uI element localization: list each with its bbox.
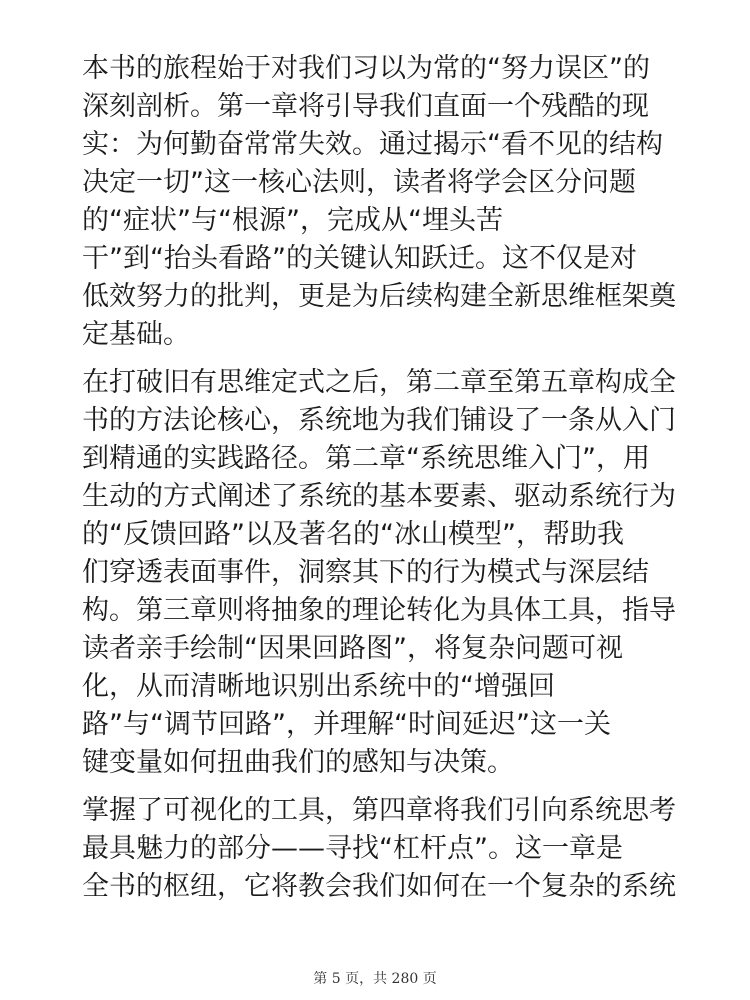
body-text bbox=[82, 50, 676, 906]
text-line: 键变量如何扭曲我们的感知与决策。 bbox=[82, 747, 514, 778]
text-line: 的“症状”与“根源”，完成从“埋头苦 bbox=[82, 205, 503, 236]
text-line: 干”到“抬头看路”的关键认知跃迁。这不仅是对 bbox=[82, 243, 637, 274]
paragraph-spacer bbox=[82, 782, 672, 792]
text-line: 实：为何勤奋常常失效。通过揭示“看不见的结构 bbox=[82, 129, 663, 160]
paragraph-spacer bbox=[82, 354, 672, 364]
text-line: 们穿透表面事件，洞察其下的行为模式与深层结 bbox=[82, 557, 649, 588]
text-line: 生动的方式阐述了系统的基本要素、驱动系统行为 bbox=[82, 481, 676, 512]
text-line: 本书的旅程始于对我们习以为常的“努力误区”的 bbox=[82, 53, 650, 84]
text-line: 全书的枢纽，它将教会我们如何在一个复杂的系统 bbox=[82, 871, 676, 902]
text-line: 深刻剖析。第一章将引导我们直面一个残酷的现 bbox=[82, 91, 649, 122]
text-line: 定基础。 bbox=[82, 319, 190, 350]
text-line: 路”与“调节回路”，并理解“时间延迟”这一关 bbox=[82, 709, 611, 740]
paragraph-1 bbox=[82, 50, 676, 354]
text-line: 掌握了可视化的工具，第四章将我们引向系统思考 bbox=[82, 795, 676, 826]
text-line: 到精通的实践路径。第二章“系统思维入门”，用 bbox=[82, 443, 650, 474]
text-line: 决定一切”这一核心法则，读者将学会区分问题 bbox=[82, 167, 636, 198]
text-line: 读者亲手绘制“因果回路图”，将复杂问题可视 bbox=[82, 633, 623, 664]
text-line: 在打破旧有思维定式之后，第二章至第五章构成全 bbox=[82, 367, 676, 398]
text-line: 书的方法论核心，系统地为我们铺设了一条从入门 bbox=[82, 405, 676, 436]
text-line: 的“反馈回路”以及著名的“冰山模型”，帮助我 bbox=[82, 519, 624, 550]
text-line: 化，从而清晰地识别出系统中的“增强回 bbox=[82, 671, 555, 702]
text-line: 最具魅力的部分——寻找“杠杆点”。这一章是 bbox=[82, 833, 623, 864]
text-line: 构。第三章则将抽象的理论转化为具体工具，指导 bbox=[82, 595, 676, 626]
text-line: 低效努力的批判，更是为后续构建全新思维框架奠 bbox=[82, 281, 676, 312]
page-number-footer: 第 5 页，共 280 页 bbox=[313, 971, 437, 987]
paragraph-2 bbox=[82, 364, 676, 782]
paragraph-3 bbox=[82, 792, 676, 906]
